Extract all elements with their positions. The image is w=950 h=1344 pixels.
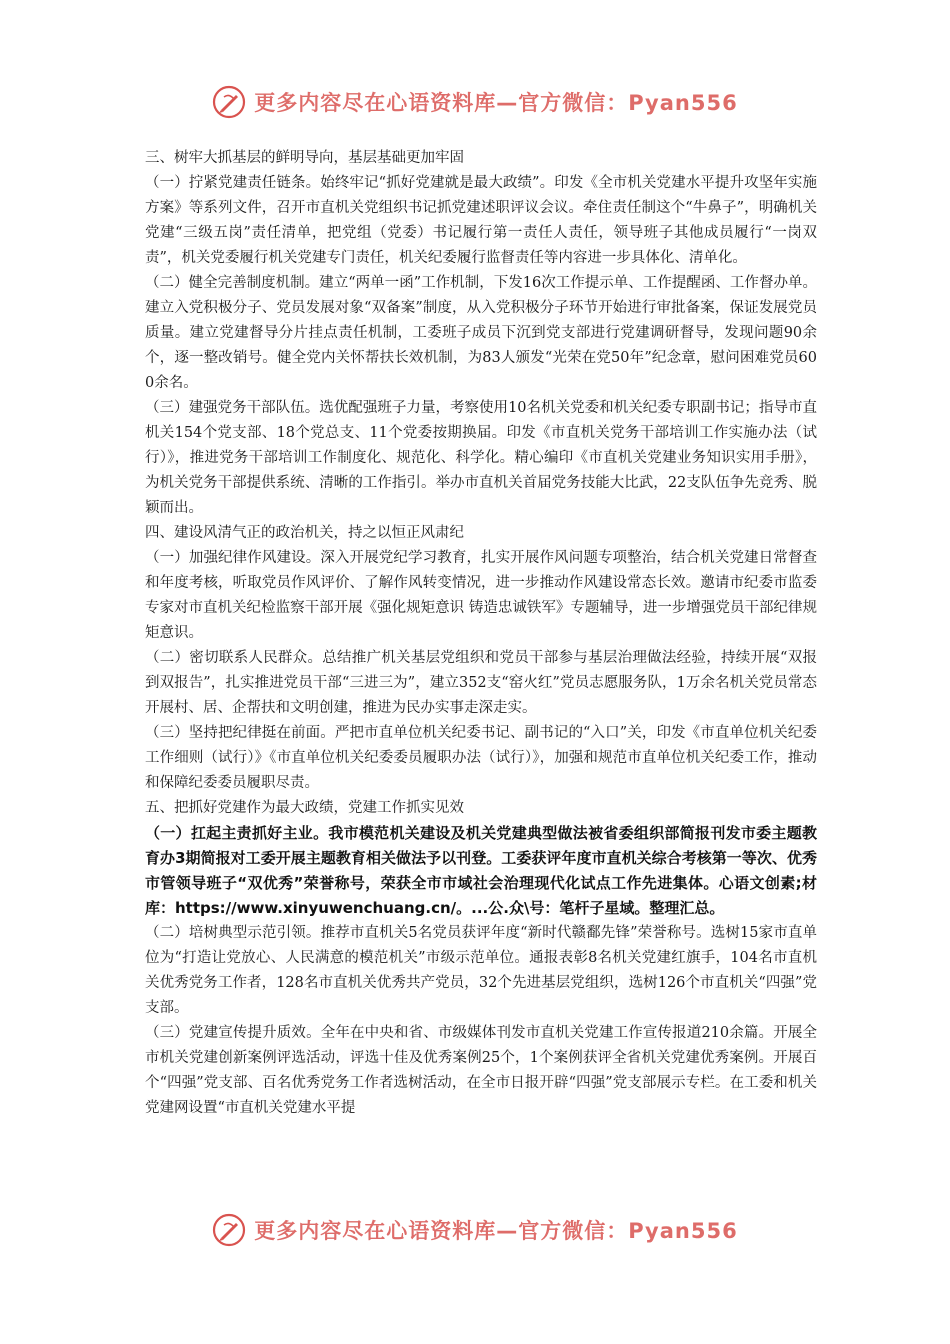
paragraph: （二）密切联系人民群众。总结推广机关基层党组织和党员干部参与基层治理做法经验，持续开展“双报到双报告”，扎实推进党员干部“三进三为”，建立352支“窑火红”党员志愿服务队，1万余名机关党员常态开展村、居、企帮扶和文明创建，推进为民办实事走深走实。 — [145, 650, 817, 716]
watermark-banner-top — [0, 80, 950, 124]
section-heading-3: 三、树牢大抓基层的鲜明导向，基层基础更加牢固 — [145, 150, 464, 166]
watermark-text: 更多内容尽在心语资料库—官方微信：Pyan556 — [254, 91, 738, 115]
paragraph: （三）党建宣传提升质效。全年在中央和省、市级媒体刊发市直机关党建工作宣传报道210余篇。开展全市机关党建创新案例评选活动，评选十佳及优秀案例25个，1个案例获评全省机关党建优秀案例。开展百个“四强”党支部、百名优秀党务工作者选树活动，在全市日报开辟“四强”党支部展示专栏。在工委和机关党建网设置“市直机关党建水平提 — [145, 1025, 817, 1116]
document-body — [145, 146, 817, 1121]
watermark-text: 更多内容尽在心语资料库—官方微信：Pyan556 — [254, 1219, 738, 1243]
paragraph: （一）加强纪律作风建设。深入开展党纪学习教育，扎实开展作风问题专项整治，结合机关党建日常督查和年度考核，听取党员作风评价、了解作风转变情况，进一步推动作风建设常态长效。邀请市纪委市监委专家对市直机关纪检监察干部开展《强化规矩意识 铸造忠诚铁军》专题辅导，进一步增强党员干部纪律规矩意识。 — [145, 550, 817, 641]
watermark-banner-bottom — [0, 1208, 950, 1252]
paragraph: （三）建强党务干部队伍。选优配强班子力量，考察使用10名机关党委和机关纪委专职副书记；指导市直机关154个党支部、18个党总支、11个党委按期换届。印发《市直机关党务干部培训工作实施办法（试行）》，推进党务干部培训工作制度化、规范化、科学化。精心编印《市直机关党建业务知识实用手册》，为机关党务干部提供系统、清晰的工作指引。举办市直机关首届党务技能大比武，22支队伍争先竞秀、脱颖而出。 — [145, 400, 817, 516]
section-heading-4: 四、建设风清气正的政治机关，持之以恒正风肃纪 — [145, 525, 464, 541]
pen-logo-icon — [212, 85, 246, 119]
paragraph: （二）培树典型示范引领。推荐市直机关5名党员获评年度“新时代赣鄱先锋”荣誉称号。选树15家市直单位为“打造让党放心、人民满意的模范机关”市级示范单位。通报表彰8名机关党建红旗手，104名市直机关优秀党务工作者，128名市直机关优秀共产党员，32个先进基层党组织，选树126个市直机关“四强”党支部。 — [145, 925, 817, 1016]
section-heading-5: 五、把抓好党建作为最大政绩，党建工作抓实见效 — [145, 800, 464, 816]
paragraph: （一）拧紧党建责任链条。始终牢记“抓好党建就是最大政绩”。印发《全市机关党建水平提升攻坚年实施方案》等系列文件，召开市直机关党组织书记抓党建述职评议会议。牵住责任制这个“牛鼻子”，明确机关党建“三级五岗”责任清单，把党组（党委）书记履行第一责任人责任，领导班子其他成员履行“一岗双责”，机关党委履行机关党建专门责任，机关纪委履行监督责任等内容进一步具体化、清单化。 — [145, 175, 817, 266]
paragraph: （二）健全完善制度机制。建立“两单一函”工作机制，下发16次工作提示单、工作提醒函、工作督办单。建立入党积极分子、党员发展对象“双备案”制度，从入党积极分子环节开始进行审批备案，保证发展党员质量。建立党建督导分片挂点责任机制，工委班子成员下沉到党支部进行党建调研督导，发现问题90余个，逐一整改销号。健全党内关怀帮扶长效机制，为83人颁发“光荣在党50年”纪念章，慰问困难党员600余名。 — [145, 275, 817, 391]
paragraph-bold: （一）扛起主责抓好主业。我市模范机关建设及机关党建典型做法被省委组织部简报刊发市委主题教育办3期简报对工委开展主题教育相关做法予以刊登。工委获评年度市直机关综合考核第一等次、优秀市管领导班子“双优秀”荣誉称号，荣获全市市域社会治理现代化试点工作先进集体。心语文创素;材库：https://www.xinyuwenchuang.cn/。...公.众\号：笔杆子星域。整理汇总。 — [145, 824, 817, 917]
paragraph: （三）坚持把纪律挺在前面。严把市直单位机关纪委书记、副书记的“入口”关，印发《市直单位机关纪委工作细则（试行）》《市直单位机关纪委委员履职办法（试行）》，加强和规范市直单位机关纪委工作，推动和保障纪委委员履职尽责。 — [145, 725, 817, 791]
pen-logo-icon — [212, 1213, 246, 1247]
